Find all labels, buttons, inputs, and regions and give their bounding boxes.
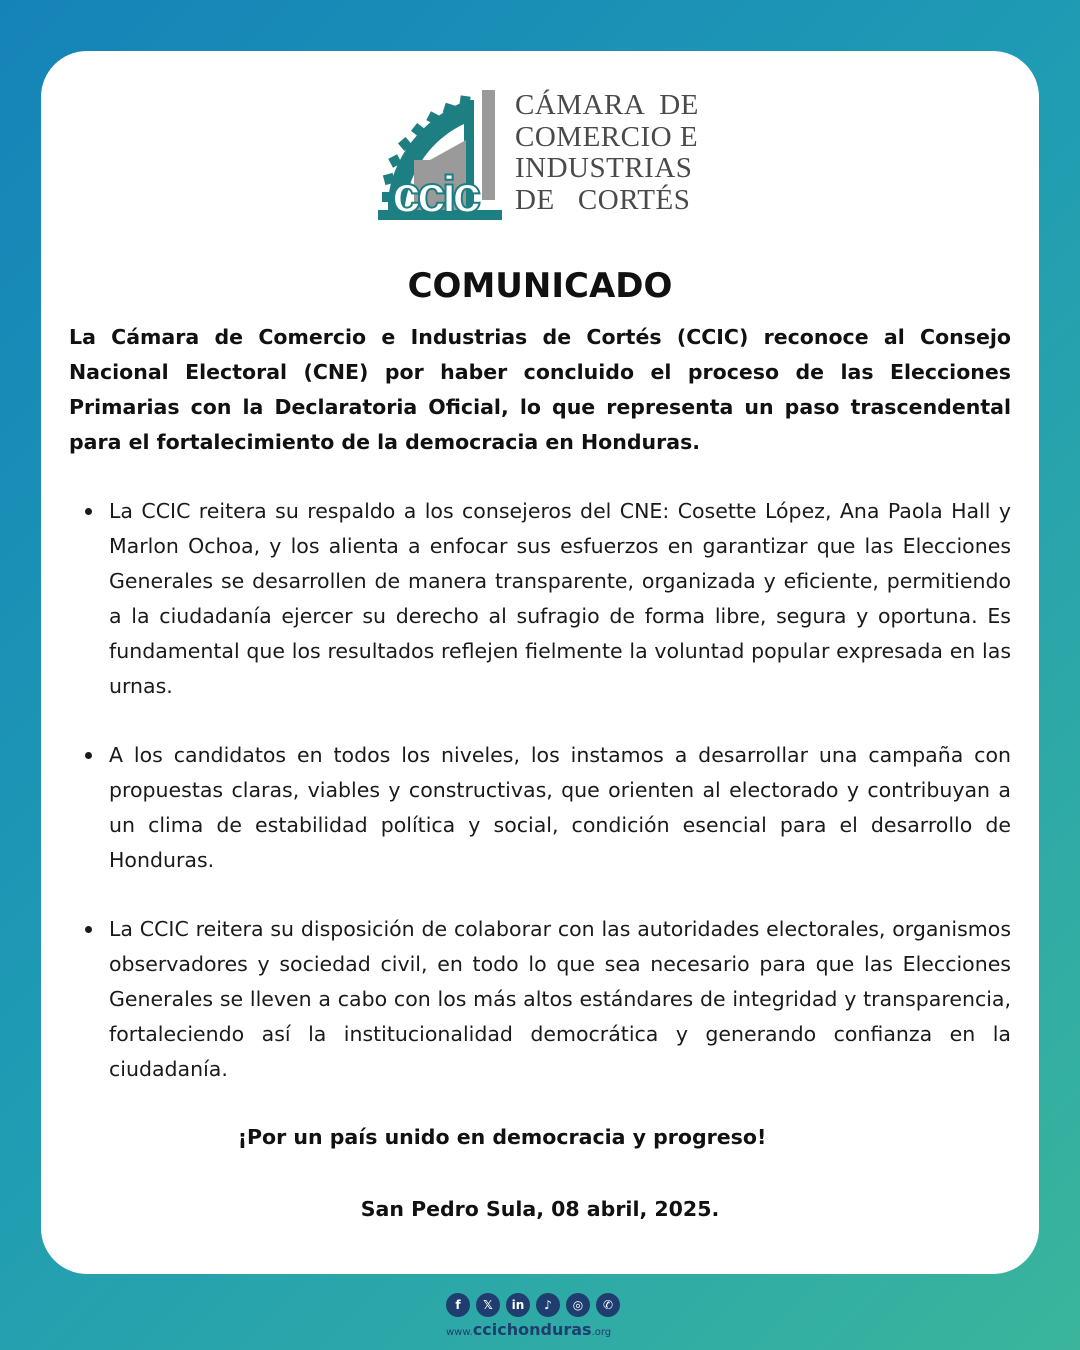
whatsapp-icon[interactable]: ✆ — [596, 1293, 620, 1317]
slogan: ¡Por un país unido en democracia y progreso! — [237, 1125, 767, 1149]
x-icon[interactable]: 𝕏 — [476, 1293, 500, 1317]
logo-wordmark — [515, 90, 699, 216]
logo-line-2: COMERCIO E — [515, 120, 699, 153]
page-title: COMUNICADO — [407, 266, 673, 306]
bullet-item: La CCIC reitera su disposición de colaborar con las autoridades electorales, organismos observadores y sociedad civil, en todo lo que sea necesario para que las Elecciones Generales se lleven a cabo con los más altos estándares de integridad y transparencia, fortaleciendo así la institucionalidad democrática y generando confianza en la ciudadanía. — [109, 912, 1011, 1087]
instagram-icon[interactable]: ◎ — [566, 1293, 590, 1317]
logo-mark-text: ccic — [392, 166, 478, 222]
facebook-icon[interactable]: f — [446, 1293, 470, 1317]
lead-paragraph: La Cámara de Comercio e Industrias de Cortés (CCIC) reconoce al Consejo Nacional Electoral (CNE) por haber concluido el proceso de las Elecciones Primarias con la Declaratoria Oficial, lo que representa un paso trascendental para el fortalecimiento de la democracia en Honduras. — [69, 325, 1011, 454]
tiktok-icon[interactable]: ♪ — [536, 1293, 560, 1317]
bullet-item: A los candidatos en todos los niveles, los instamos a desarrollar una campaña con propuestas claras, viables y constructivas, que orienten al electorado y contribuyan a un clima de estabilidad política y social, condición esencial para el desarrollo de Honduras. — [109, 738, 1011, 878]
bullet-list — [109, 494, 1011, 1121]
website-domain: ccichonduras — [472, 1320, 592, 1339]
ccic-logo — [378, 88, 698, 222]
website-link[interactable] — [446, 1320, 611, 1339]
ccic-logo-mark — [378, 88, 508, 222]
website-prefix: www. — [446, 1327, 473, 1338]
website-suffix: .org — [591, 1327, 612, 1338]
linkedin-icon[interactable]: in — [506, 1293, 530, 1317]
bullet-item: La CCIC reitera su respaldo a los consejeros del CNE: Cosette López, Ana Paola Hall y Marlon Ochoa, y los alienta a enfocar sus esfuerzos en garantizar que las Elecciones Generales se desarrollen de manera transparente, organizada y eficiente, permitiendo a la ciudadanía ejercer su derecho al sufragio de forma libre, segura y oportuna. Es fundamental que los resultados reflejen fielmente la voluntad popular expresada en las urnas. — [109, 494, 1011, 704]
logo-line-4: DE CORTÉS — [515, 183, 691, 216]
logo-line-3: INDUSTRIAS — [515, 152, 693, 184]
date-line: San Pedro Sula, 08 abril, 2025. — [360, 1197, 720, 1221]
logo-line-1: CÁMARA DE — [515, 89, 699, 121]
social-icons — [446, 1293, 620, 1317]
